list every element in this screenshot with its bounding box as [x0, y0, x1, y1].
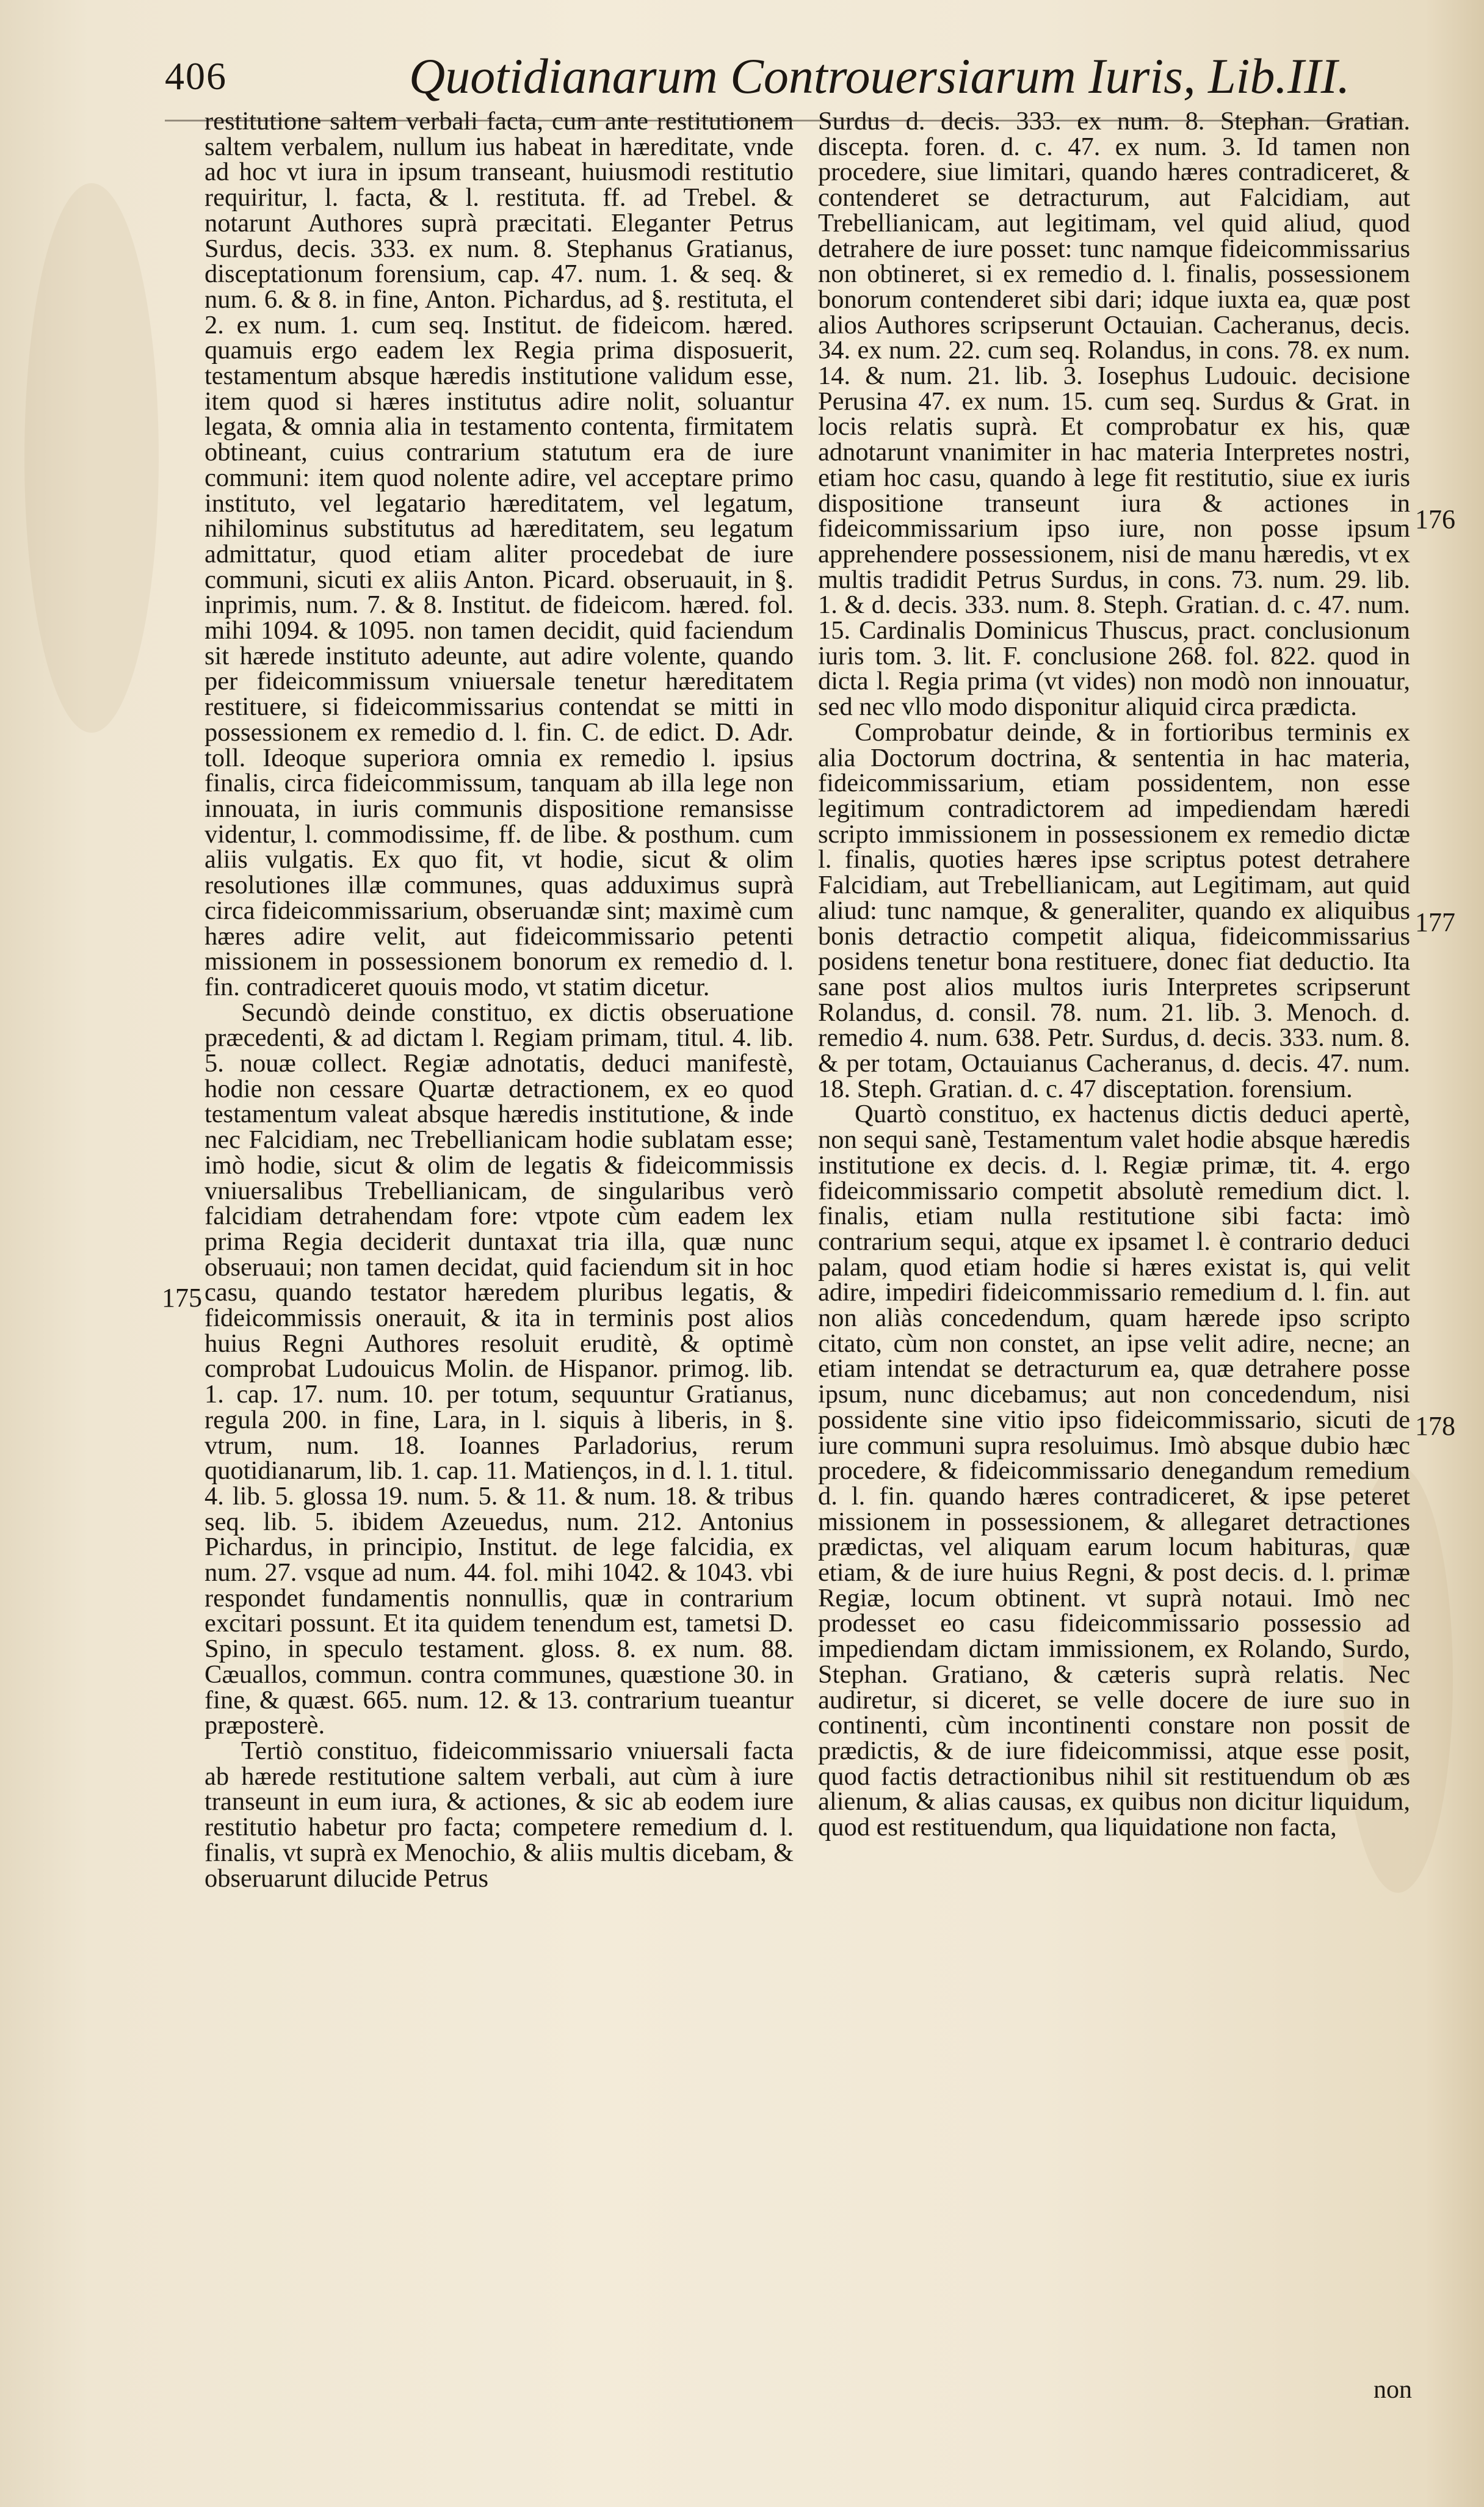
margin-number: 176	[1415, 504, 1455, 534]
paragraph: Secundò deinde constituo, ex dictis obseruatione præcedenti, & ad dictam l. Regiam primam, titul. 4. lib. 5. nouæ collect. Regiæ adnotatis, deduci manifestè, hodie non cessare Quartæ detractionem, ex eo quod testamentum valeat absque hæredis institutione, & inde nec Falcidiam, nec Trebellianicam hodie sublatam esse; imò hodie, sicut & olim de legatis & fideicommissis vniuersalibus Trebellianicam, de singularibus verò falcidiam detrahendam fore: vtpote cùm eadem lex prima Regia deciderit duntaxat tria illa, quæ nunc obseruaui; non tamen decidat, quid faciendum sit in hoc casu, quando testator hæredem pluribus legatis, & fideicommissis onerauit, & ita in terminis post alios huius Regni Authores resoluit eruditè, & optimè comprobat Ludouicus Molin. de Hispanor. primog. lib. 1. cap. 17. num. 10. per totum, sequuntur Gratianus, regula 200. in fine, Lara, in l. siquis à liberis, in §. vtrum, num. 18. Ioannes Parladorius, rerum quotidianarum, lib. 1. cap. 11. Matienços, in d. l. 1. titul. 4. lib. 5. glossa 19. num. 5. & 11. & num. 18. & tribus seq. lib. 5. ibidem Azeuedus, num. 212. Antonius Pichardus, in principio, Institut. de lege falcidia, ex num. 27. vsque ad num. 44. fol. mihi 1042. & 1043. vbi respondet fundamentis nonnullis, quæ in contrarium excitari possunt. Et ita quidem tenendum est, tametsi D. Spino, in speculo testament. gloss. 8. ex num. 88. Cæuallos, commun. contra communes, quæstione 30. in fine, & quæst. 665. num. 12. & 13. contrarium tueantur præposterè.	[205, 998, 794, 1740]
margin-number: 178	[1415, 1411, 1455, 1441]
left-column	[205, 109, 794, 1891]
margin-number: 175	[162, 1283, 202, 1313]
paragraph: Surdus d. decis. 333. ex num. 8. Stephan. Gratian. discepta. foren. d. c. 47. ex num. 3. Id tamen non procedere, siue limitari, quando hæres contradiceret, & contenderet se detracturum, aut Falcidiam, aut Trebellianicam, aut legitimam, vel quid aliud, quod detrahere de iure posset: tunc namque fideicommissarius non obtineret, si ex remedio d. l. finalis, possessionem bonorum contenderet sibi dari; idque iuxta ea, quæ post alios Authores scripserunt Octauian. Cacheranus, decis. 34. ex num. 22. cum seq. Rolandus, in cons. 78. ex num. 14. & num. 21. lib. 3. Iosephus Ludouic. decisione Perusina 47. ex num. 15. cum seq. Surdus & Grat. in locis relatis suprà. Et comprobatur ex his, quæ adnotarunt vnanimiter in hac materia Interpretes nostri, etiam hoc casu, quando à lege fit restitutio, siue ex iuris dispositione transeunt iura & actiones in fideicommissarium ipso iure, non posse ipsum apprehendere possessionem, nisi de manu hæredis, vt ex multis tradidit Petrus Surdus, in cons. 73. num. 29. lib. 1. & d. decis. 333. num. 8. Steph. Gratian. d. c. 47. num. 15. Cardinalis Dominicus Thuscus, pract. conclusionum iuris tom. 3. lit. F. conclusione 268. fol. 822. quod in dicta l. Regia prima (vt vides) non modò non innouatur, sed nec vllo modo disponitur aliquid circa prædicta.	[818, 107, 1410, 722]
margin-number: 177	[1415, 907, 1455, 937]
paragraph: Quartò constituo, ex hactenus dictis deduci apertè, non sequi sanè, Testamentum valet hodie absque hæredis institutione ex decis. d. l. Regiæ primæ, tit. 4. ergo fideicommissario competit absolutè remedium dict. l. finalis, etiam nulla restitutione sibi facta: imò contrarium sequi, atque ex ipsamet l. è contrario deduci palam, quod etiam hodie si hæres existat is, qui velit adire, impediri fideicommissario remedium d. l. fin. aut non aliàs concedendum, quam hærede ipso scripto citato, cùm non constet, an ipse velit adire, necne; an etiam intendat se detracturum ea, quæ detrahere posse ipsum, nunc dicebamus; aut non concedendum, nisi possidente sine vitio ipso fideicommissario, sicuti de iure communi supra resoluimus. Imò absque dubio hæc procedere, & fideicommissario denegandum remedium d. l. fin. quando hæres contradiceret, & ipse peteret missionem in possessionem, & allegaret detractiones prædictas, vel aliquam earum locum habituras, quæ etiam, & de iure huius Regni, & post decis. d. l. primæ Regiæ, locum obtinent. vt suprà notaui. Imò nec prodesset eo casu fideicommissario possessio ad impediendam dictam immissionem, ex Rolando, Surdo, Stephan. Gratiano, & cæteris suprà relatis. Nec audiretur, si diceret, se velle docere de iure suo in continenti, cùm incontinenti constare non possit de prædictis, & de iure fideicommissi, atque esse posit, quod factis detractionibus nihil sit restituendum ob æs alienum, & alias causas, ex quibus non dicitur liquidum, quod est restituendum, qua liquidatione non facta,	[818, 1100, 1410, 1842]
catchword: non	[1374, 2376, 1412, 2404]
running-title: Quotidianarum Controuersiarum Iuris, Lib.III.	[409, 48, 1350, 104]
paragraph: restitutione saltem verbali facta, cum ante restitutionem saltem verbalem, nullum ius habeat in hæreditate, vnde ad hoc vt iura in ipsum transeant, huiusmodi restitutio requiritur, l. facta, & l. restituta. ff. ad Trebel. & notarunt Authores suprà præcitati. Eleganter Petrus Surdus, decis. 333. ex num. 8. Stephanus Gratianus, disceptationum forensium, cap. 47. num. 1. & seq. & num. 6. & 8. in fine, Anton. Pichardus, ad §. restituta, el 2. ex num. 1. cum seq. Institut. de fideicom. hæred. quamuis ergo eadem lex Regia prima disposuerit, testamentum absque hæredis institutione validum esse, item quod si hæres institutus adire nolit, soluantur legata, & omnia alia in testamento contenta, firmitatem obtineant, cuius contrarium statutum era de iure communi: item quod nolente adire, vel acceptare primo instituto, vel legatario hæreditatem, vel legatum, nihilominus substitutus ad hæreditatem, seu legatum admittatur, quod etiam aliter procedebat de iure communi, sicuti ex aliis Anton. Picard. obseruauit, in §. inprimis, num. 7. & 8. Institut. de fideicom. hæred. fol. mihi 1094. & 1095. non tamen decidit, quid faciendum sit hærede instituto adeunte, aut adire volente, quando per fideicommissum vniuersale tenetur hæreditatem restituere, si fideicommissarius contendat se mitti in possessionem ex remedio d. l. fin. C. de edict. D. Adr. toll. Ideoque superiora omnia ex remedio l. ipsius finalis, circa fideicommissum, tanquam ab illa lege non innouata, in iuris communis dispositione remansisse videntur, l. commodissime, ff. de libe. & posthum. cum aliis vulgatis. Ex quo fit, vt hodie, sicut & olim resolutiones illæ communes, quas adduximus suprà circa fideicommissarium, obseruandæ sint; maximè cum hæres adire velit, aut fideicommissario petenti missionem in possessionem bonorum ex remedio d. l. fin. contradiceret quouis modo, vt statim dicetur.	[205, 107, 794, 1001]
paragraph: Tertiò constituo, fideicommissario vniuersali facta ab hærede restitutione saltem verbali, aut cùm à iure transeunt in eum iura, & actiones, & sic ab eodem iure restitutio habetur pro facta; competere remedium d. l. finalis, vt suprà ex Menochio, & aliis multis dicebam, & obseruarunt dilucide Petrus	[205, 1736, 794, 1893]
page-number: 406	[165, 54, 227, 98]
right-column	[818, 109, 1410, 1840]
paper-stain	[24, 183, 159, 733]
paragraph: Comprobatur deinde, & in fortioribus terminis ex alia Doctorum doctrina, & sententia in hac materia, fideicommissarium, etiam possidentem, non esse legitimum contradictorem ad impediendam hæredi scripto immissionem in possessionem ex remedio dictæ l. finalis, quoties hæres ipse scriptus potest detrahere Falcidiam, aut Trebellianicam, aut Legitimam, aut quid aliud: tunc namque, & generaliter, quando ex aliquibus bonis detractio competit aliqua, fideicommissarius posidens tenetur bona restituere, donec fiat deductio. Ita sane post alios multos iuris Interpretes scripserunt Rolandus, d. consil. 78. num. 21. lib. 3. Menoch. d. remedio 4. num. 638. Petr. Surdus, d. decis. 333. num. 8. & per totam, Octauianus Cacheranus, d. decis. 47. num. 18. Steph. Gratian. d. c. 47 disceptation. forensium.	[818, 717, 1410, 1103]
